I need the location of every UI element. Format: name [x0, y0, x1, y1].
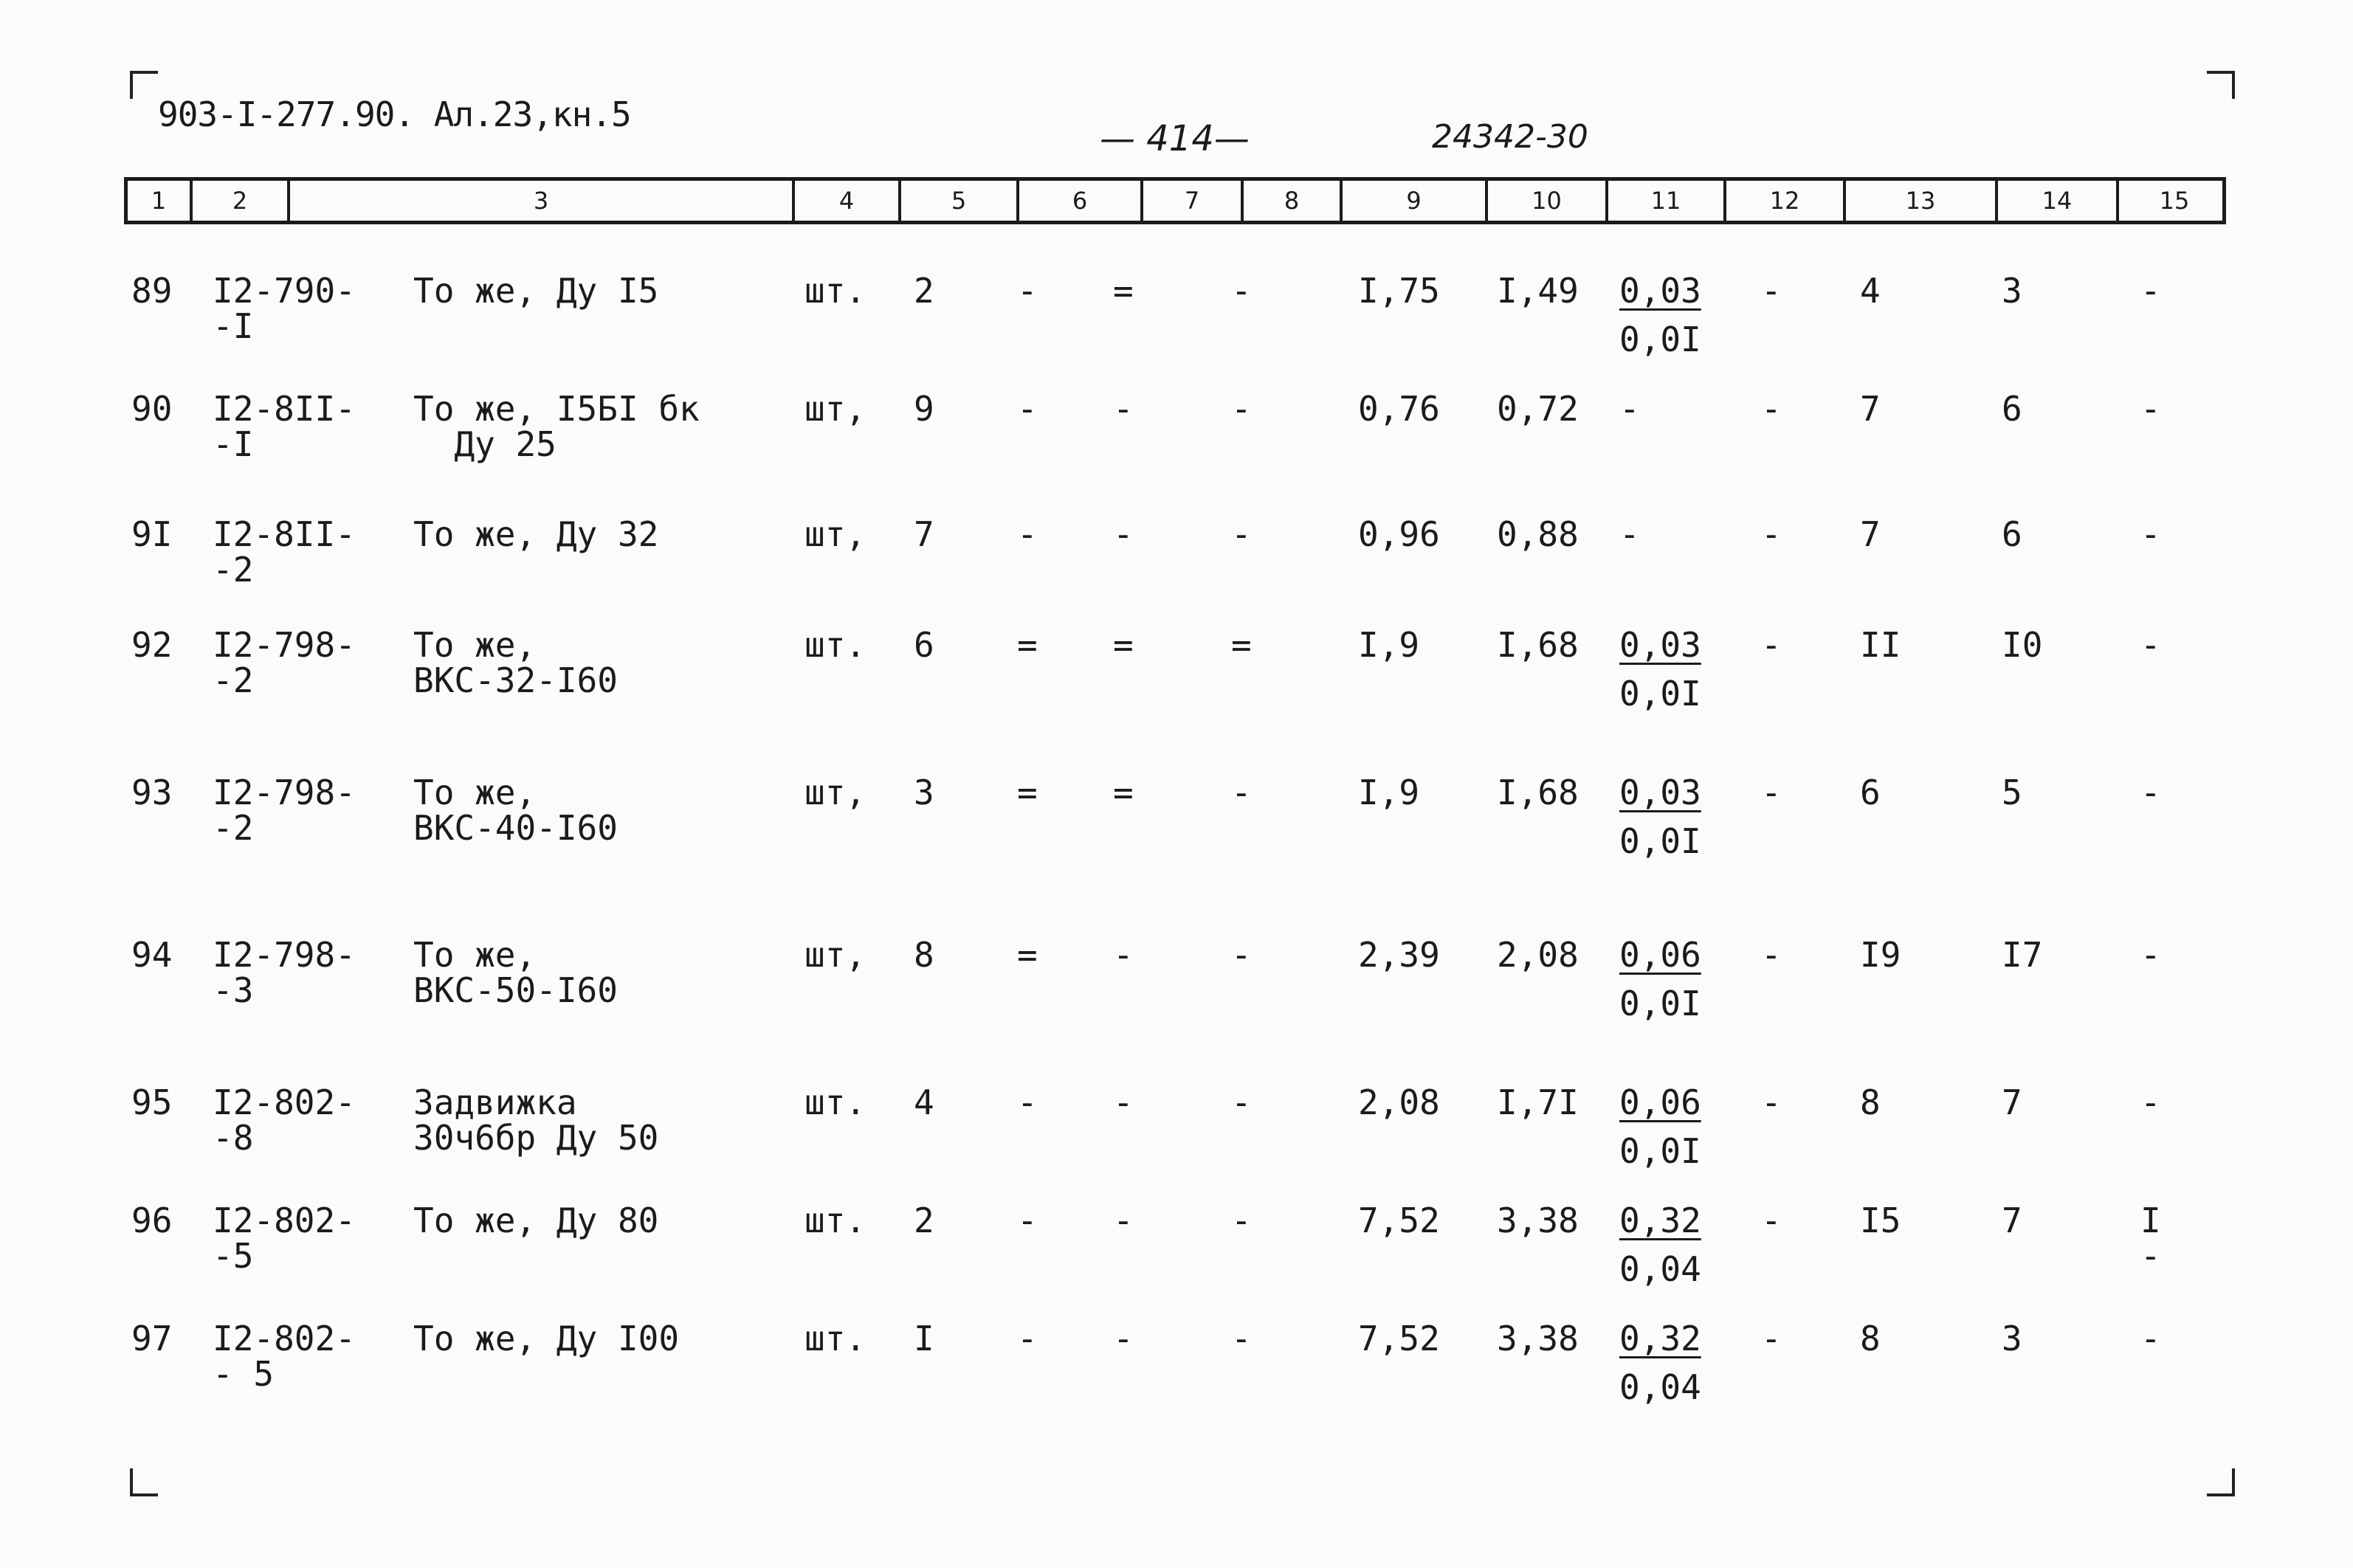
col-11-numerator: 0,32 — [1619, 1319, 1701, 1358]
item-code: I2-802- - 5 — [213, 1319, 356, 1394]
row-number: 95 — [131, 1082, 173, 1122]
col-11-numerator: 0,32 — [1619, 1201, 1701, 1240]
col-15-value: - — [2140, 625, 2161, 665]
col-7-value: - — [1113, 389, 1134, 429]
col-11-numerator: - — [1619, 514, 1640, 554]
col-11-numerator: 0,06 — [1619, 1082, 1701, 1122]
col-12-value: - — [1761, 1082, 1782, 1122]
col-11-value — [1619, 775, 1701, 859]
unit: шт, — [805, 389, 867, 429]
col-9-value: I,75 — [1358, 271, 1440, 311]
column-header-13: 13 — [1846, 181, 1998, 221]
col-7-value: - — [1113, 514, 1134, 554]
col-11-numerator: 0,03 — [1619, 773, 1701, 812]
col-13-value: 7 — [1860, 514, 1881, 554]
item-name: То же, I5БI бк Ду 25 — [413, 389, 700, 464]
quantity: 4 — [914, 1082, 934, 1122]
unit: шт, — [805, 514, 867, 554]
quantity: 9 — [914, 389, 934, 429]
col-11-denominator: 0,04 — [1619, 1249, 1701, 1289]
col-9-value: I,9 — [1358, 625, 1420, 665]
col-11-value — [1619, 937, 1701, 1021]
page-number: — 414— — [1100, 118, 1250, 159]
quantity: 2 — [914, 1201, 934, 1240]
col-14-value: 7 — [2002, 1201, 2022, 1240]
unit: шт. — [805, 1082, 867, 1122]
col-15-value: - — [2140, 773, 2161, 812]
item-name: То же, Ду 32 — [413, 514, 659, 554]
corner-mark-bottom-right — [2207, 1468, 2235, 1496]
col-7-value: - — [1113, 1082, 1134, 1122]
corner-mark-top-right — [2207, 71, 2235, 99]
col-13-value: I9 — [1860, 935, 1901, 975]
col-15-value: - — [2140, 271, 2161, 311]
col-8-value: - — [1231, 514, 1252, 554]
col-10-value: 3,38 — [1497, 1319, 1579, 1358]
col-14-value: 3 — [2002, 1319, 2022, 1358]
col-9-value: 7,52 — [1358, 1319, 1440, 1358]
quantity: 8 — [914, 935, 934, 975]
col-9-value: 0,76 — [1358, 389, 1440, 429]
col-6-value: - — [1017, 1319, 1038, 1358]
column-header-11: 11 — [1608, 181, 1726, 221]
unit: шт. — [805, 625, 867, 665]
col-8-value: - — [1231, 1082, 1252, 1122]
row-number: 96 — [131, 1201, 173, 1240]
col-11-denominator: 0,0I — [1619, 984, 1701, 1023]
row-number: 9I — [131, 514, 173, 554]
col-6-value: - — [1017, 271, 1038, 311]
col-10-value: 0,88 — [1497, 514, 1579, 554]
row-number: 92 — [131, 625, 173, 665]
col-11-numerator: - — [1619, 389, 1640, 429]
col-10-value: 2,08 — [1497, 935, 1579, 975]
col-12-value: - — [1761, 514, 1782, 554]
column-header-14: 14 — [1998, 181, 2119, 221]
column-header-3: 3 — [290, 181, 795, 221]
row-number: 94 — [131, 935, 173, 975]
col-12-value: - — [1761, 271, 1782, 311]
column-header-10: 10 — [1488, 181, 1608, 221]
col-11-value — [1619, 1203, 1701, 1287]
column-header-1: 1 — [128, 181, 193, 221]
item-code: I2-8II- -2 — [213, 514, 356, 590]
column-header-4: 4 — [795, 181, 901, 221]
col-10-value: I,68 — [1497, 625, 1579, 665]
col-12-value: - — [1761, 773, 1782, 812]
col-15-value: - — [2140, 389, 2161, 429]
item-code: I2-798- -3 — [213, 935, 356, 1010]
col-6-value: - — [1017, 1201, 1038, 1240]
col-15-value: - — [2140, 1319, 2161, 1358]
col-15-value: - — [2140, 514, 2161, 554]
col-13-value: 6 — [1860, 773, 1881, 812]
quantity: I — [914, 1319, 934, 1358]
column-header-2: 2 — [193, 181, 290, 221]
col-10-value: 0,72 — [1497, 389, 1579, 429]
row-number: 97 — [131, 1319, 173, 1358]
col-11-denominator: 0,04 — [1619, 1367, 1701, 1407]
col-14-value: I7 — [2002, 935, 2043, 975]
row-number: 93 — [131, 773, 173, 812]
col-11-numerator: 0,03 — [1619, 271, 1701, 311]
column-header-9: 9 — [1343, 181, 1488, 221]
col-10-value: I,68 — [1497, 773, 1579, 812]
col-11-value — [1619, 514, 1640, 554]
col-14-value: 7 — [2002, 1082, 2022, 1122]
unit: шт. — [805, 1319, 867, 1358]
col-12-value: - — [1761, 1319, 1782, 1358]
col-13-value: 8 — [1860, 1082, 1881, 1122]
col-11-value — [1619, 625, 1701, 714]
col-6-value: - — [1017, 1082, 1038, 1122]
column-header-5: 5 — [901, 181, 1019, 221]
column-header-15: 15 — [2159, 187, 2190, 215]
col-8-value: - — [1231, 935, 1252, 975]
item-code: I2-790- -I — [213, 271, 356, 346]
col-7-value: = — [1113, 625, 1134, 665]
col-14-value: I0 — [2002, 625, 2043, 665]
col-11-numerator: 0,03 — [1619, 625, 1701, 665]
col-11-value — [1619, 389, 1640, 429]
col-11-value — [1619, 1082, 1701, 1171]
col-11-denominator: 0,0I — [1619, 1131, 1701, 1171]
col-10-value: 3,38 — [1497, 1201, 1579, 1240]
col-13-value: 8 — [1860, 1319, 1881, 1358]
col-14-value: 5 — [2002, 773, 2022, 812]
col-6-value: = — [1017, 773, 1038, 812]
col-9-value: I,9 — [1358, 773, 1420, 812]
col-11-numerator: 0,06 — [1619, 935, 1701, 975]
column-header-6: 6 — [1019, 181, 1143, 221]
item-name: То же, ВКС-40-I60 — [413, 773, 618, 848]
col-15-value: I - — [2140, 1201, 2161, 1276]
col-9-value: 7,52 — [1358, 1201, 1440, 1240]
item-name: То же, Ду I00 — [413, 1319, 680, 1358]
col-10-value: I,7I — [1497, 1082, 1579, 1122]
item-name: То же, ВКС-50-I60 — [413, 935, 618, 1010]
col-9-value: 2,39 — [1358, 935, 1440, 975]
corner-mark-bottom-left — [130, 1468, 158, 1496]
col-11-denominator: 0,0I — [1619, 674, 1701, 714]
col-6-value: = — [1017, 625, 1038, 665]
col-9-value: 2,08 — [1358, 1082, 1440, 1122]
col-8-value: - — [1231, 271, 1252, 311]
col-13-value: 7 — [1860, 389, 1881, 429]
col-8-value: - — [1231, 1319, 1252, 1358]
col-13-value: II — [1860, 625, 1901, 665]
col-13-value: 4 — [1860, 271, 1881, 311]
col-7-value: = — [1113, 271, 1134, 311]
col-12-value: - — [1761, 625, 1782, 665]
item-name: То же, Ду I5 — [413, 271, 659, 311]
col-11-value — [1619, 273, 1701, 357]
col-10-value: I,49 — [1497, 271, 1579, 311]
col-14-value: 6 — [2002, 514, 2022, 554]
col-7-value: - — [1113, 1201, 1134, 1240]
col-8-value: - — [1231, 389, 1252, 429]
quantity: 7 — [914, 514, 934, 554]
row-number: 90 — [131, 389, 173, 429]
item-code: I2-798- -2 — [213, 625, 356, 700]
unit: шт. — [805, 1201, 867, 1240]
col-6-value: - — [1017, 514, 1038, 554]
column-header-8: 8 — [1244, 181, 1343, 221]
item-name: То же, Ду 80 — [413, 1201, 659, 1240]
col-13-value: I5 — [1860, 1201, 1901, 1240]
unit: шт. — [805, 271, 867, 311]
col-8-value: - — [1231, 773, 1252, 812]
col-9-value: 0,96 — [1358, 514, 1440, 554]
col-15-value: - — [2140, 1082, 2161, 1122]
col-11-denominator: 0,0I — [1619, 821, 1701, 861]
item-name: То же, ВКС-32-I60 — [413, 625, 618, 700]
col-7-value: - — [1113, 935, 1134, 975]
col-6-value: - — [1017, 389, 1038, 429]
unit: шт, — [805, 773, 867, 812]
quantity: 3 — [914, 773, 934, 812]
document-code: 903-I-277.90. Ал.23,кн.5 — [158, 94, 631, 134]
col-8-value: = — [1231, 625, 1252, 665]
quantity: 6 — [914, 625, 934, 665]
item-name: Задвижка 30ч6бр Ду 50 — [413, 1082, 659, 1158]
col-12-value: - — [1761, 1201, 1782, 1240]
col-12-value: - — [1761, 389, 1782, 429]
column-header-12: 12 — [1726, 181, 1846, 221]
col-14-value: 6 — [2002, 389, 2022, 429]
item-code: I2-802- -5 — [213, 1201, 356, 1276]
column-header-7: 7 — [1143, 181, 1244, 221]
quantity: 2 — [914, 271, 934, 311]
col-11-value — [1619, 1321, 1701, 1405]
col-14-value: 3 — [2002, 271, 2022, 311]
item-code: I2-798- -2 — [213, 773, 356, 848]
col-6-value: = — [1017, 935, 1038, 975]
col-7-value: = — [1113, 773, 1134, 812]
unit: шт, — [805, 935, 867, 975]
col-12-value: - — [1761, 935, 1782, 975]
column-header-row — [124, 177, 2226, 224]
item-code: I2-8II- -I — [213, 389, 356, 464]
row-number: 89 — [131, 271, 173, 311]
item-code: I2-802- -8 — [213, 1082, 356, 1158]
col-11-denominator: 0,0I — [1619, 320, 1701, 359]
reference-number: 24342-30 — [1432, 118, 1588, 156]
col-7-value: - — [1113, 1319, 1134, 1358]
col-15-value: - — [2140, 935, 2161, 975]
corner-mark-top-left — [130, 71, 158, 99]
col-8-value: - — [1231, 1201, 1252, 1240]
